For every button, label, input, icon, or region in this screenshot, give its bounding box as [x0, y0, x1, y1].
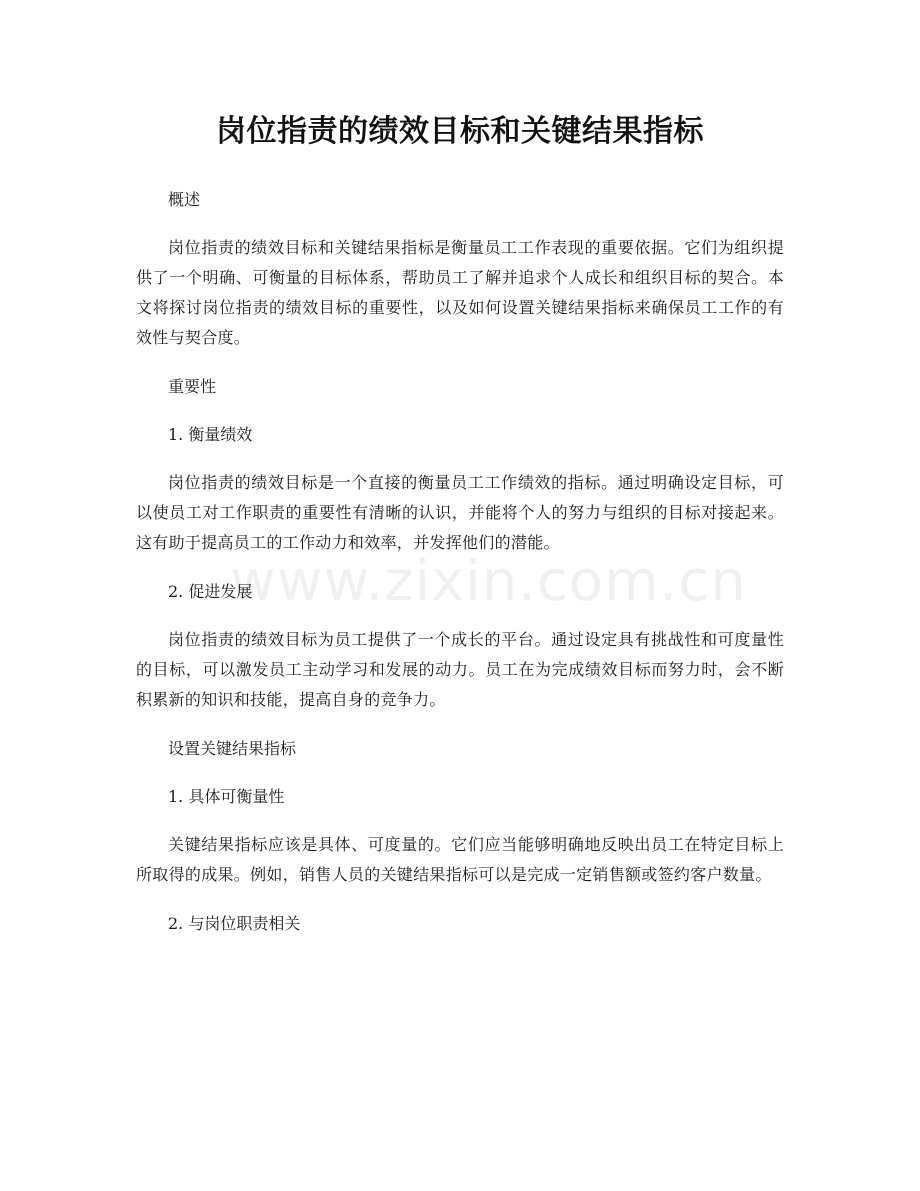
document-body [136, 185, 784, 957]
document-title: 岗位指责的绩效目标和关键结果指标 [216, 114, 704, 149]
section-heading-importance: 重要性 [168, 377, 217, 396]
subheading-specific-measurable: 1. 具体可衡量性 [168, 787, 285, 806]
section-heading-overview: 概述 [168, 190, 201, 209]
paragraph-measure-performance: 岗位指责的绩效目标是一个直接的衡量员工工作绩效的指标。通过明确设定目标，可以使员工对工作职责的重要性有清晰的认识，并能将个人的努力与组织的目标对接起来。这有助于提高员工的工作动力和效率，并发挥他们的潜能。 [136, 473, 784, 552]
watermark-text: www.zixin.com.cn [230, 549, 747, 614]
subheading-promote-development: 2. 促进发展 [168, 582, 253, 601]
paragraph-specific-measurable: 关键结果指标应该是具体、可度量的。它们应当能够明确地反映出员工在特定目标上所取得的成果。例如，销售人员的关键结果指标可以是完成一定销售额或签约客户数量。 [136, 835, 784, 884]
subheading-measure-performance: 1. 衡量绩效 [168, 425, 253, 444]
paragraph-promote-development: 岗位指责的绩效目标为员工提供了一个成长的平台。通过设定具有挑战性和可度量性的目标，可以激发员工主动学习和发展的动力。员工在为完成绩效目标而努力时，会不断积累新的知识和技能，提高自身的竞争力。 [136, 630, 784, 709]
section-heading-set-kpi: 设置关键结果指标 [168, 739, 297, 758]
paragraph-overview: 岗位指责的绩效目标和关键结果指标是衡量员工工作表现的重要依据。它们为组织提供了一个明确、可衡量的目标体系，帮助员工了解并追求个人成长和组织目标的契合。本文将探讨岗位指责的绩效目标的重要性，以及如何设置关键结果指标来确保员工工作的有效性与契合度。 [136, 238, 784, 347]
subheading-related-to-duties: 2. 与岗位职责相关 [168, 914, 301, 933]
